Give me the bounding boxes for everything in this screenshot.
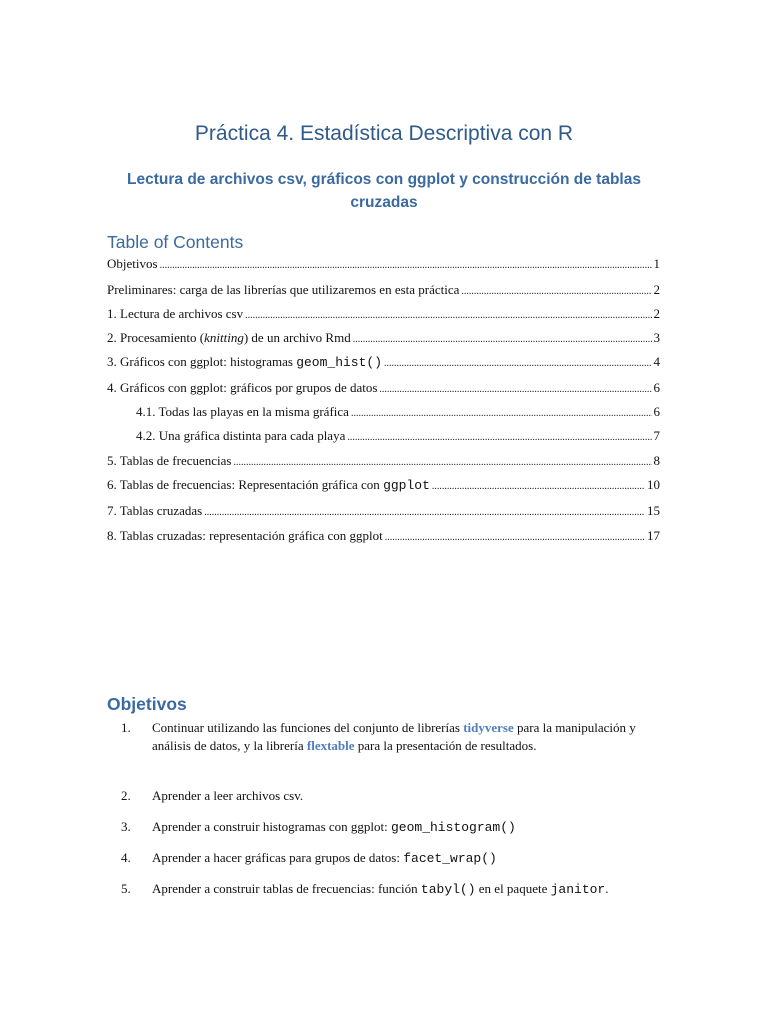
toc-leader xyxy=(351,404,652,420)
objective-code: janitor xyxy=(550,882,606,897)
toc-entry-label: Objetivos xyxy=(107,256,158,271)
toc-entry-label-pre: 3. Gráficos con ggplot: histogramas xyxy=(107,354,297,369)
toc-leader xyxy=(245,306,651,322)
toc-entry-page: 6 xyxy=(653,404,660,419)
objective-text-part: Aprender a construir tablas de frecuencias: función xyxy=(152,881,421,896)
objective-text xyxy=(152,849,661,868)
toc-entry-label: 5. Tablas de frecuencias xyxy=(107,453,232,468)
objective-number: 4. xyxy=(121,850,131,865)
objective-item xyxy=(121,880,661,899)
toc-entry-page: 2 xyxy=(653,306,660,321)
objective-number: 5. xyxy=(121,881,131,896)
objective-number: 3. xyxy=(121,819,131,834)
toc-heading: Table of Contents xyxy=(107,232,244,252)
toc-leader xyxy=(233,453,651,469)
toc-leader xyxy=(384,354,651,370)
toc-entry-label xyxy=(107,330,351,346)
objective-item xyxy=(121,818,661,837)
toc-leader xyxy=(347,428,651,444)
toc-entry-page: 3 xyxy=(653,330,660,345)
toc-entry-page: 8 xyxy=(653,453,660,468)
tidyverse-link[interactable]: tidyverse xyxy=(463,720,514,735)
toc-entry-label: 7. Tablas cruzadas xyxy=(107,503,203,518)
objective-text-part: Aprender a construir histogramas con ggplot: xyxy=(152,819,391,834)
toc-entry-page: 7 xyxy=(653,428,660,443)
objective-text-part: Aprender a hacer gráficas para grupos de datos: xyxy=(152,850,404,865)
objective-item xyxy=(121,849,661,868)
objective-code: facet_wrap() xyxy=(403,851,497,866)
objective-text-part: para la manipulación y análisis de datos, y la librería xyxy=(152,720,636,753)
toc-leader xyxy=(461,282,651,298)
toc-leader xyxy=(204,503,645,519)
objective-text-part: en el paquete xyxy=(475,881,551,896)
objective-text xyxy=(152,880,661,899)
toc-entry-page: 2 xyxy=(653,282,660,297)
toc-leader xyxy=(432,477,645,493)
objectives-heading: Objetivos xyxy=(107,694,187,714)
objective-text xyxy=(152,818,661,837)
toc-entry-label: 4.2. Una gráfica distinta para cada playa xyxy=(136,428,346,443)
toc-entry-preliminares[interactable] xyxy=(107,282,660,302)
toc-entry-label-pre: 2. Procesamiento ( xyxy=(107,330,205,345)
objective-code: tabyl() xyxy=(420,882,476,897)
objective-text-part: Continuar utilizando las funciones del conjunto de librerías xyxy=(152,720,464,735)
objective-text: Aprender a leer archivos csv. xyxy=(152,788,304,803)
toc-entry-label: 4. Gráficos con ggplot: gráficos por grupos de datos xyxy=(107,380,378,395)
toc-entry-8[interactable] xyxy=(107,528,660,548)
toc-entry-label xyxy=(107,354,382,370)
toc-entry-page: 17 xyxy=(647,528,660,543)
toc-entry-3[interactable] xyxy=(107,354,660,374)
toc-entry-label: 1. Lectura de archivos csv xyxy=(107,306,244,321)
toc-entry-label: 4.1. Todas las playas en la misma gráfica xyxy=(136,404,349,419)
toc-leader xyxy=(379,380,651,396)
toc-entry-objetivos[interactable] xyxy=(107,256,660,276)
toc-entry-4[interactable] xyxy=(107,380,660,400)
objective-number: 2. xyxy=(121,788,131,803)
objective-text xyxy=(152,719,661,755)
toc-entry-4-1[interactable] xyxy=(136,404,660,424)
toc-entry-1[interactable] xyxy=(107,306,660,326)
document-title: Práctica 4. Estadística Descriptiva con R xyxy=(194,122,574,145)
objective-item xyxy=(121,787,661,805)
toc-entry-label xyxy=(107,477,430,493)
toc-entry-label: 8. Tablas cruzadas: representación gráfica con ggplot xyxy=(107,528,383,543)
toc-entry-page: 10 xyxy=(647,477,660,492)
objective-code: geom_histogram() xyxy=(391,820,516,835)
toc-entry-code: geom_hist() xyxy=(296,355,383,370)
flextable-link[interactable]: flextable xyxy=(306,738,355,753)
objective-item xyxy=(121,719,661,755)
objective-number: 1. xyxy=(121,720,131,735)
toc-entry-page: 1 xyxy=(653,256,660,271)
objective-text-part: para la presentación de resultados. xyxy=(354,738,537,753)
toc-entry-label-post: ) de un archivo Rmd xyxy=(243,330,351,345)
toc-entry-6[interactable] xyxy=(107,477,660,497)
toc-entry-page: 15 xyxy=(647,503,660,518)
toc-entry-code: ggplot xyxy=(383,478,430,493)
toc-leader xyxy=(160,256,652,272)
toc-leader xyxy=(385,528,645,544)
toc-entry-label-italic: knitting xyxy=(204,330,244,345)
toc-entry-page: 4 xyxy=(653,354,660,369)
toc-entry-7[interactable] xyxy=(107,503,660,523)
toc-entry-label: Preliminares: carga de las librerías que utilizaremos en esta práctica xyxy=(107,282,460,297)
toc-entry-page: 6 xyxy=(653,380,660,395)
toc-entry-2[interactable] xyxy=(107,330,660,350)
toc-entry-4-2[interactable] xyxy=(136,428,660,448)
objective-text-part: . xyxy=(605,881,609,896)
toc-entry-5[interactable] xyxy=(107,453,660,473)
toc-entry-label-pre: 6. Tablas de frecuencias: Representación gráfica con xyxy=(107,477,384,492)
toc-leader xyxy=(353,330,652,346)
document-subtitle: Lectura de archivos csv, gráficos con ggplot y construcción de tablas cruzadas xyxy=(127,171,641,211)
